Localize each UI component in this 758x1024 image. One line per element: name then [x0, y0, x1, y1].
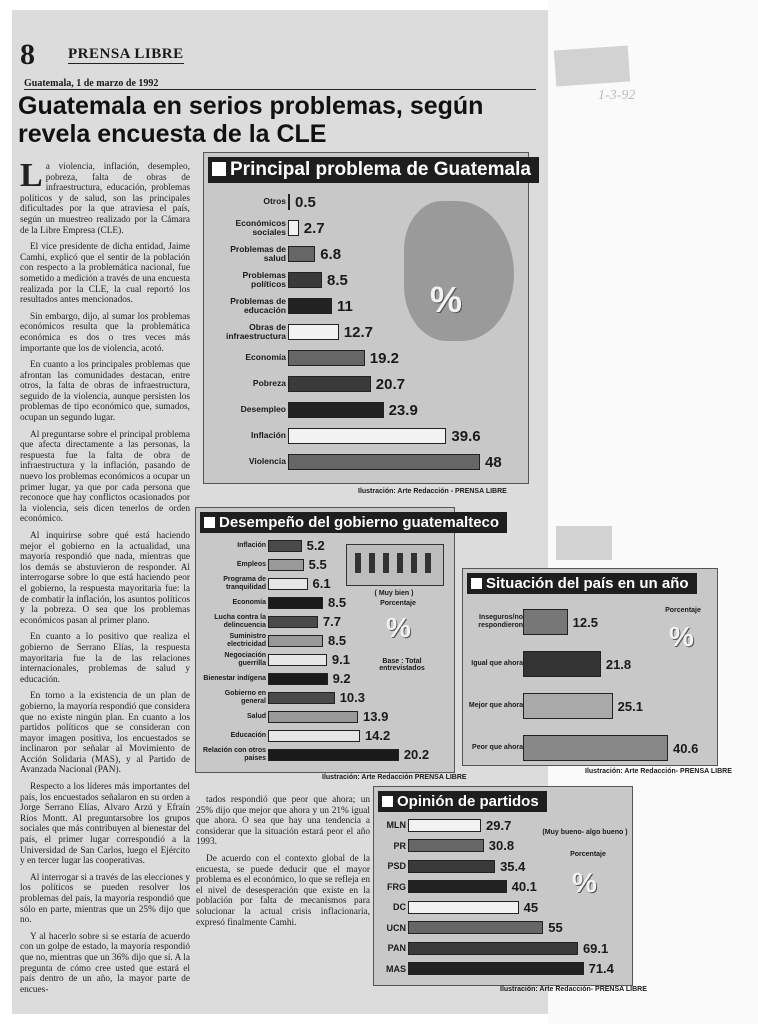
- bar: [268, 559, 304, 571]
- category-label: Económicos sociales: [235, 217, 286, 237]
- category-label: Suministro electricidad: [227, 632, 266, 648]
- bar: [288, 272, 322, 288]
- category-label: Problemas políticos: [242, 269, 286, 289]
- article-paragraph: tados respondió que peor que ahora; un 25% dijo que mejor que ahora y un 21% igual que ahora. O sea que hay una tendencia a considerar que la situación estará peor el año 1993.: [196, 795, 370, 848]
- bar: [288, 350, 365, 366]
- bar: [408, 819, 481, 832]
- bar: [288, 376, 371, 392]
- chart-credit: Ilustración: Arte Redacción- PRENSA LIBRE: [585, 768, 732, 775]
- chart-credit: Ilustración: Arte Redacción- PRENSA LIBRE: [500, 986, 647, 993]
- category-label: Salud: [246, 712, 266, 720]
- value-label: 14.2: [364, 728, 391, 743]
- chart-opinion-partidos: [373, 786, 633, 986]
- chart-credit: Ilustración: Arte Redacción PRENSA LIBRE: [322, 774, 467, 781]
- category-label: PSD: [387, 861, 406, 872]
- category-label: Pobreza: [252, 378, 286, 389]
- publication-logo: PRENSA LIBRE: [68, 46, 184, 62]
- chart-title: Desempeño del gobierno guatemalteco: [200, 512, 507, 533]
- chart-situacion: [462, 568, 718, 766]
- article-paragraph: Sin embargo, dijo, al sumar los problemas económicos resulta que la problemática económica es dos o tres veces más importante que los de violencia, acotó.: [20, 311, 190, 354]
- bar: [288, 454, 480, 470]
- category-label: Desempleo: [240, 404, 286, 415]
- category-label: Economía: [245, 352, 286, 363]
- chart-title: Opinión de partidos: [378, 791, 547, 812]
- article-paragraph: En cuanto a lo positivo que realiza el gobierno de Serrano Elías, la respuesta mayoritaria fue la de las relaciones internacionales, problemas de salud y educación.: [20, 632, 190, 685]
- bar: [268, 730, 360, 742]
- bar: [523, 651, 601, 677]
- bar: [268, 749, 399, 761]
- bar: [523, 609, 568, 635]
- tape-piece: [554, 45, 630, 86]
- value-label: 23.9: [388, 401, 418, 419]
- category-label: Programa de tranquilidad: [223, 575, 266, 591]
- percent-symbol: %: [572, 867, 597, 898]
- value-label: 20.2: [403, 747, 430, 762]
- bar: [268, 711, 358, 723]
- article-paragraph: Al preguntarse sobre el principal problema que afecta directamente a las personas, la respuesta fue la falta de obra de infraestructura y la inflación, pasando de nuevo los problemas económicos a ocupar un primer lugar, ya que por cada persona que reconoce que hay conflictos ocasionados por la violencia, seis dicen tenerlos de orden económico.: [20, 429, 190, 525]
- value-label: 45: [523, 899, 539, 915]
- percent-symbol: %: [386, 612, 411, 643]
- article-column-1: [20, 162, 190, 1002]
- bar: [408, 901, 519, 914]
- value-label: 12.5: [572, 614, 598, 630]
- value-label: 48: [485, 453, 502, 471]
- category-label: Igual que ahora: [471, 660, 523, 667]
- page-number: 8: [20, 38, 35, 71]
- value-label: 8.5: [327, 271, 348, 289]
- chart-title: Principal problema de Guatemala: [208, 157, 539, 183]
- article-paragraph: Respecto a los líderes más importantes del país, los encuestados señalaron en su orden a Jorge Serrano Elías, Alvaro Arzú y Efraín Ríos Montt. Al preguntarsobre los grupos sociales que más contribuyen al bienestar del país, el primer lugar correspondió a la Universidad de San Carlos, luego el Ejército y en tercer lugar las cooperativas.: [20, 782, 190, 867]
- value-label: 71.4: [588, 961, 614, 977]
- value-label: 8.5: [328, 595, 347, 610]
- category-label: Gobierno en general: [224, 689, 266, 705]
- bar: [288, 402, 384, 418]
- bar: [408, 942, 578, 955]
- article-paragraph: El vice presidente de dicha entidad, Jaime Camhi, explicó que el sentir de la población con respecto a la problemática nacional, fue sometido a medición a través de una encuesta realizada por la CLE, la cual reportó los resultados antes mencionados.: [20, 242, 190, 306]
- bar: [288, 220, 299, 236]
- category-label: Peor que ahora: [472, 744, 523, 751]
- drop-cap: L: [20, 162, 43, 194]
- percent-symbol: %: [669, 621, 694, 652]
- bar: [268, 654, 327, 666]
- value-label: 30.8: [488, 838, 515, 854]
- unit-label: Porcentaje: [380, 600, 416, 607]
- category-label: Problemas de educación: [230, 295, 286, 315]
- value-label: 0.5: [295, 193, 316, 211]
- value-label: 35.4: [500, 858, 526, 874]
- bar: [408, 921, 543, 934]
- bar: [408, 962, 584, 975]
- article-paragraph: La violencia, inflación, desempleo, pobreza, falta de obras de infraestructura, educación, problemas políticos y de salud, son las principales dificultades por la que atraviesa el país, según un muestreo realizado por la Cámara de la Libre Empresa (CLE).: [20, 162, 190, 236]
- bar: [288, 246, 315, 262]
- legend-note: ( Muy bien ): [374, 590, 414, 597]
- value-label: 5.2: [306, 538, 325, 553]
- category-label: DC: [393, 902, 406, 913]
- value-label: 19.2: [369, 349, 399, 367]
- value-label: 8.5: [328, 633, 347, 648]
- chart-title: Situación del país en un año: [467, 573, 697, 594]
- bar: [288, 194, 290, 210]
- article-paragraph: De acuerdo con el contexto global de la encuesta, se puede deducir que el mayor problema es el económico, lo que se refleja en el nivel de desesperación que existe en la población por falta de mecanismos para solucionar la actual crisis inflacionaria, expresó finalmente Camhi.: [196, 853, 370, 928]
- value-label: 7.7: [322, 614, 341, 629]
- category-label: Bienestar indígena: [203, 674, 266, 682]
- category-label: UCN: [386, 922, 406, 933]
- value-label: 9.2: [332, 671, 351, 686]
- category-label: MLN: [386, 820, 406, 831]
- category-label: Negociación guerrilla: [224, 651, 266, 667]
- category-label: Mejor que ahora: [468, 702, 523, 709]
- article-paragraph: Al interrogar si a través de las elecciones y los políticos se pueden resolver los problemas del país, la mayoría respondió que sólo en parte, mientras que un 25% dijo que no.: [20, 872, 190, 926]
- value-label: 6.8: [320, 245, 342, 263]
- category-label: Empleos: [236, 560, 266, 568]
- percent-symbol: %: [430, 279, 463, 320]
- bar: [268, 673, 328, 685]
- value-label: 25.1: [617, 698, 643, 714]
- article-paragraph: Al inquirirse sobre qué está haciendo mejor el gobierno en la actualidad, una mayoría respondió que nada, mientras que los demás se abstuvieron de responder. Al interrogarse sobre lo que está haciendo peor el gobierno, la respuesta mayoritaria fue: la de combatir la inflación, los asuntos políticos y la pobreza. O sea que los problemas económicos pasan al primer plano.: [20, 531, 190, 626]
- category-label: Educación: [230, 731, 266, 739]
- value-label: 10.3: [339, 690, 366, 705]
- article-column-2: [196, 795, 370, 945]
- value-label: 55: [548, 920, 563, 936]
- category-label: Inflación: [237, 541, 266, 549]
- article-paragraph: Y al hacerlo sobre si se estaría de acuerdo con un golpe de estado, la mayoría respondió que no, mientras que un 36% dijo que sí. A la pregunta de cómo cree usted que estará el país dentro de un año, la mayor parte de encues-: [20, 931, 190, 995]
- category-label: Inflación: [251, 430, 286, 441]
- category-label: Obras de infraestructura: [226, 321, 286, 341]
- bar: [523, 693, 613, 719]
- category-label: MAS: [386, 963, 406, 974]
- value-label: 40.6: [673, 740, 699, 756]
- bar: [288, 324, 339, 340]
- value-label: 13.9: [363, 709, 389, 724]
- category-label: Economía: [232, 598, 266, 606]
- bar: [288, 428, 446, 444]
- category-label: Relación con otros países: [202, 746, 266, 762]
- article-paragraph: En cuanto a los principales problemas que afrontan las comunidades destacan, entre otros, la falta de obras de infraestructura, seguido de la violencia, aunque persisten los problemas de tipo económico que, sumados, ocupan un segundo lugar.: [20, 360, 190, 424]
- bar: [268, 635, 323, 647]
- category-label: PAN: [387, 943, 406, 954]
- bar: [268, 597, 323, 609]
- bar: [268, 692, 335, 704]
- unit-label: Porcentaje: [665, 607, 701, 614]
- value-label: 2.7: [303, 219, 325, 237]
- base-note: Base : Total entrevistados: [379, 658, 425, 672]
- value-label: 69.1: [582, 940, 609, 956]
- category-label: FRG: [387, 881, 406, 892]
- value-label: 39.6: [451, 427, 481, 445]
- bar: [408, 880, 507, 893]
- value-label: 9.1: [331, 652, 350, 667]
- category-label: Violencia: [248, 456, 286, 467]
- bar: [408, 839, 484, 852]
- chart-credit: Ilustración: Arte Redacción - PRENSA LIBRE: [358, 488, 507, 495]
- category-label: Inseguros/no respondieron: [478, 614, 523, 629]
- category-label: PR: [393, 840, 406, 851]
- category-label: Problemas de salud: [230, 243, 286, 263]
- dateline: Guatemala, 1 de marzo de 1992: [24, 78, 536, 90]
- handwritten-date: 1-3-92: [598, 88, 636, 103]
- article-paragraph: En torno a la existencia de un plan de gobierno, la mayoría respondió que considera que no existe ningún plan. En cuanto a los partidos políticos que se consideran con mayor imagen positiva, los encuestados se inclinaron por señalar al Movimiento de Acción Solidaria (MAS), y al Partido de Avanzada Nacional (PAN).: [20, 691, 190, 776]
- category-label: Lucha contra la delincuencia: [214, 613, 266, 629]
- value-label: 29.7: [486, 817, 512, 833]
- unit-label: Porcentaje: [570, 851, 606, 858]
- category-label: Otros: [263, 196, 286, 207]
- chart-principal-problema: [203, 152, 529, 484]
- headline: Guatemala en serios problemas, según revela encuesta de la CLE: [18, 92, 484, 148]
- tape-piece: [556, 526, 612, 560]
- value-label: 11: [337, 297, 353, 315]
- value-label: 21.8: [605, 656, 632, 672]
- bar: [523, 735, 668, 761]
- legend-note: (Muy bueno- algo bueno ): [542, 829, 628, 836]
- bar: [408, 860, 495, 873]
- value-label: 40.1: [511, 879, 537, 895]
- value-label: 5.5: [308, 557, 327, 572]
- bar: [268, 540, 302, 552]
- bar: [288, 298, 332, 314]
- value-label: 20.7: [375, 375, 405, 393]
- palace-illustration: [346, 544, 444, 586]
- bar: [268, 616, 318, 628]
- bar: [268, 578, 308, 590]
- value-label: 12.7: [343, 323, 373, 341]
- value-label: 6.1: [312, 576, 331, 591]
